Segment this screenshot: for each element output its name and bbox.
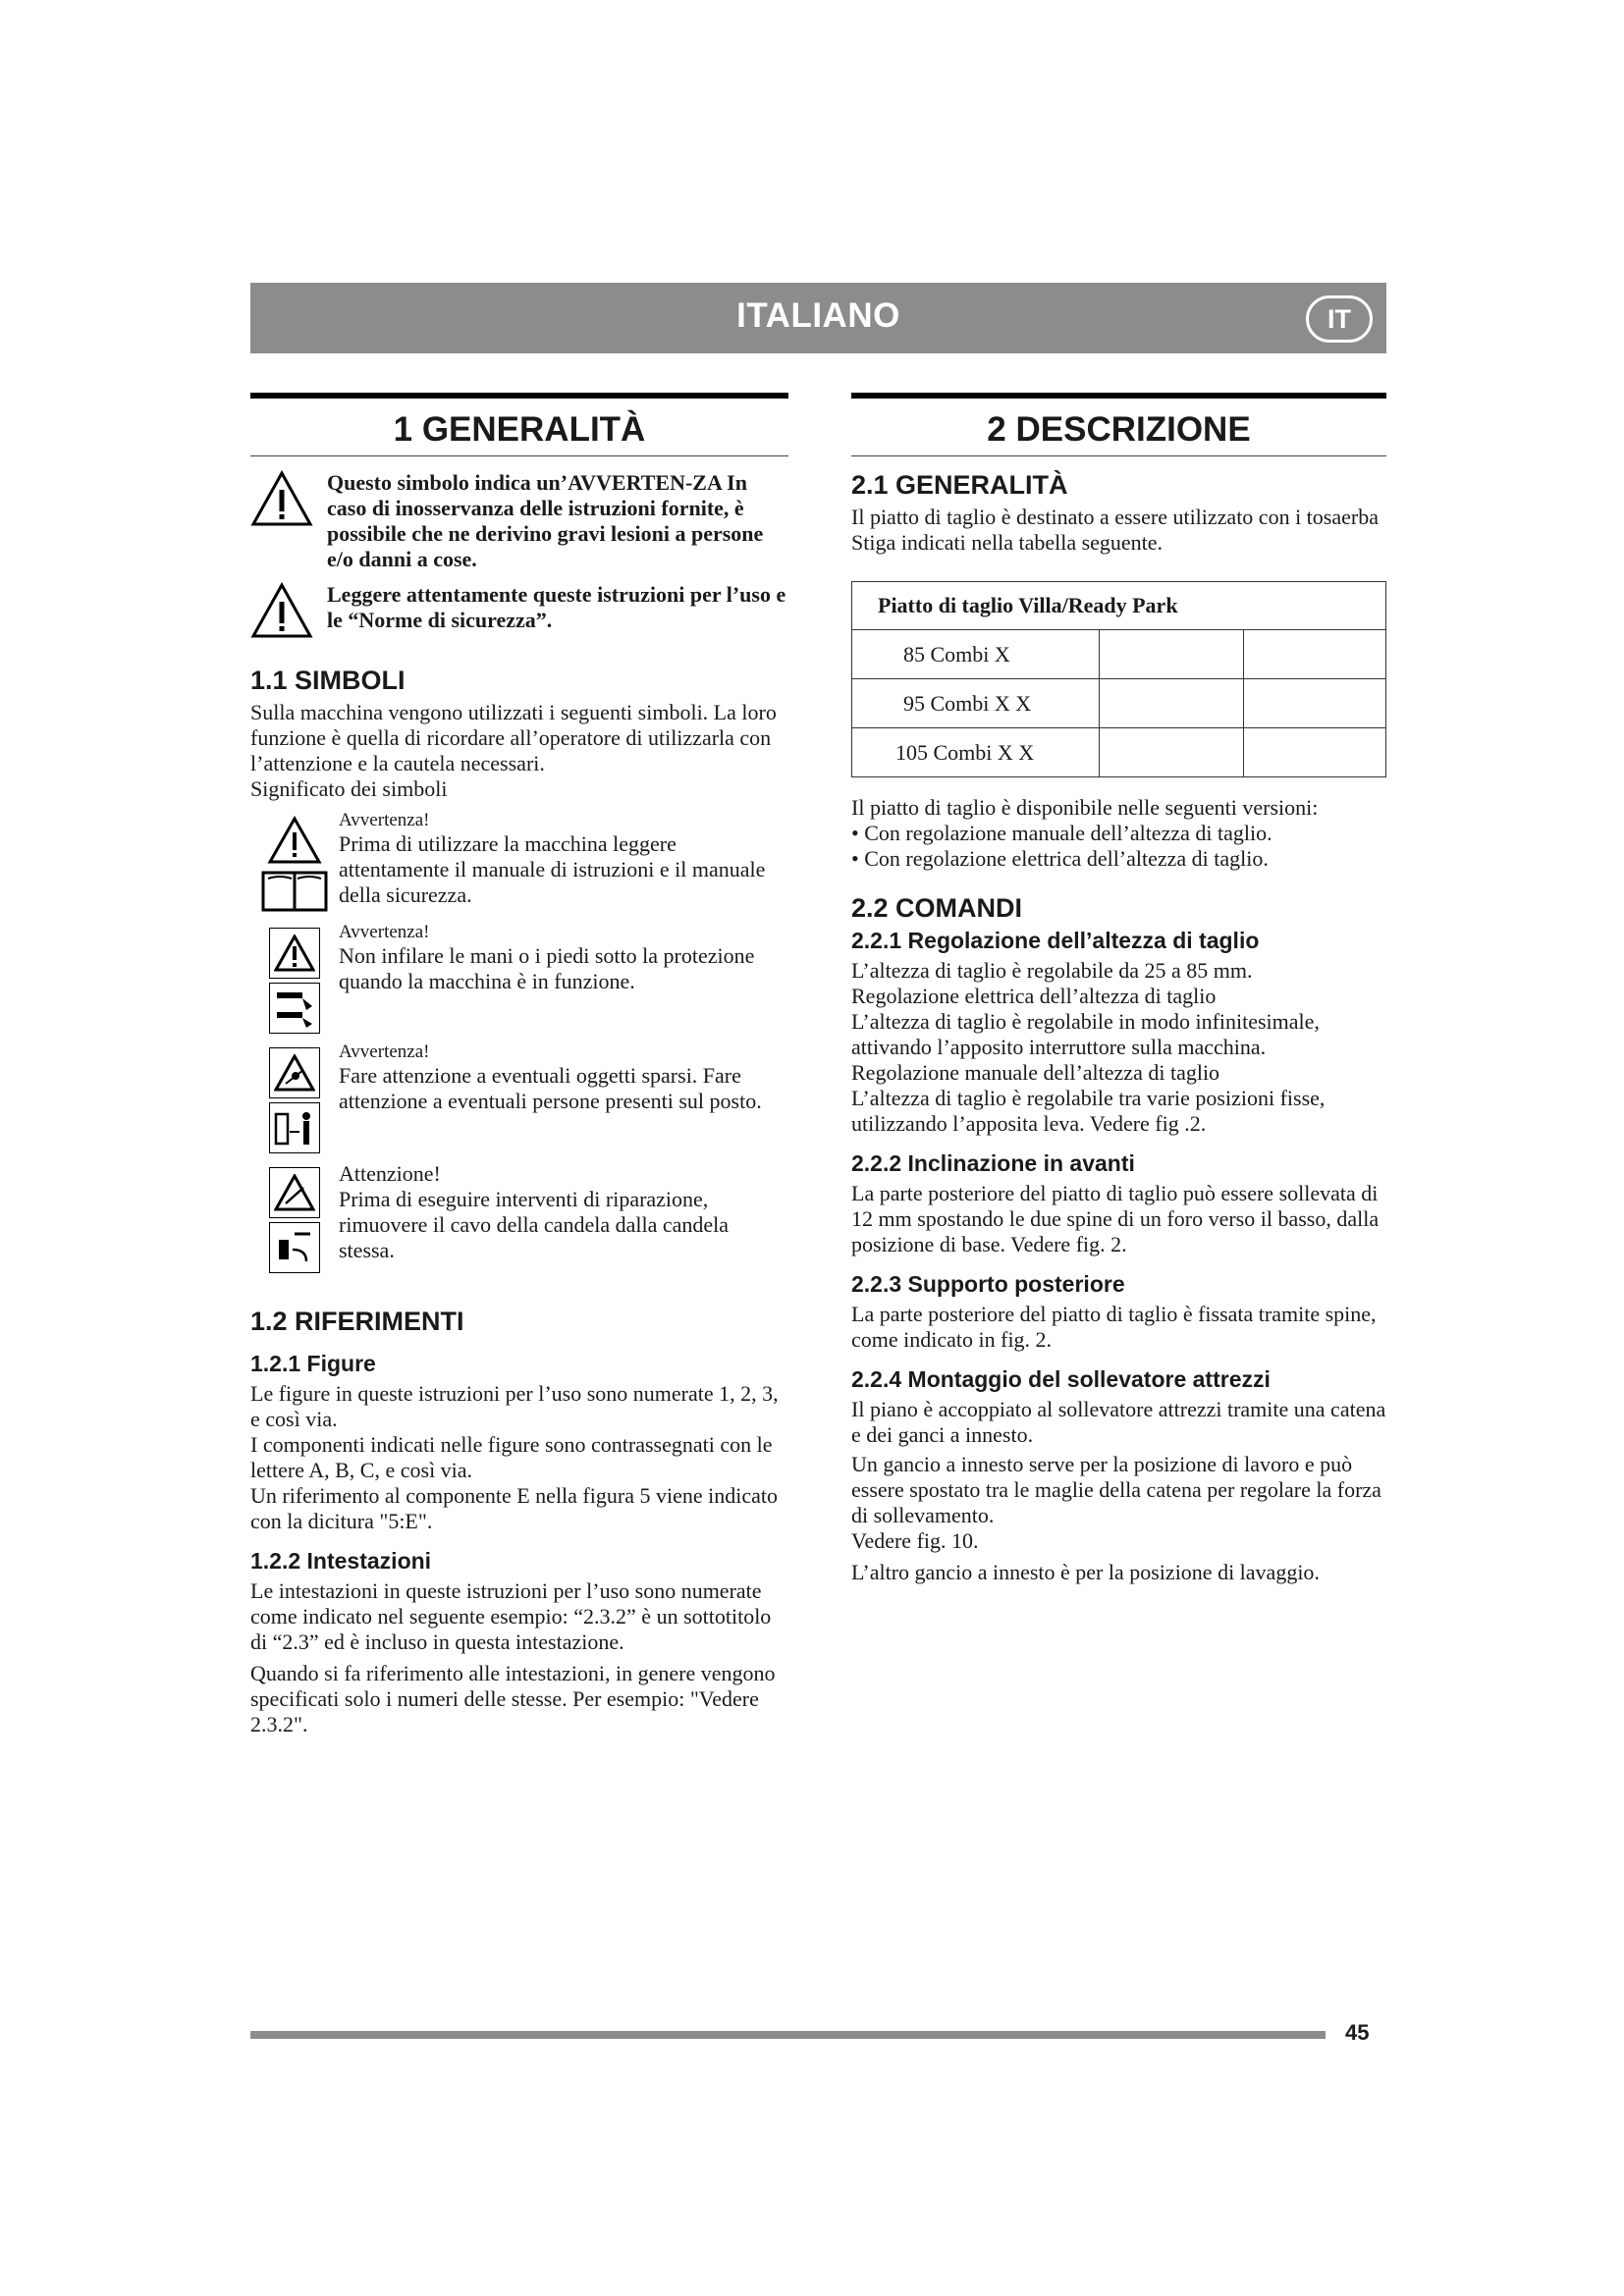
table-cell bbox=[1100, 630, 1244, 679]
section-1-2-2-paragraph-2: Quando si fa riferimento alle intestazioni, in genere vengono specificati solo i numeri delle stesse. Per esempio: "Vedere 2.3.2". bbox=[250, 1661, 776, 1736]
table-cell bbox=[1100, 679, 1244, 728]
section-1-2-title: 1.2 RIFERIMENTI bbox=[250, 1307, 464, 1336]
section-2-2-4-paragraph-2: Un gancio a innesto serve per la posizione di lavoro e può essere spostato tra le maglie della catena per regolare la forza di sollevamento. bbox=[851, 1452, 1381, 1527]
symbol-1-text: Prima di utilizzare la macchina leggere attentamente il manuale di istruzioni e il manuale della sicurezza. bbox=[339, 831, 766, 907]
section-2-2-1-paragraph-2: Regolazione elettrica dell’altezza di taglio bbox=[851, 984, 1217, 1008]
table-cell bbox=[1244, 728, 1386, 777]
section-2-2-1-paragraph-1: L’altezza di taglio è regolabile da 25 a 85 mm. bbox=[851, 958, 1253, 983]
language-banner bbox=[250, 283, 1386, 353]
section-1-1-paragraph: Sulla macchina vengono utilizzati i seguenti simboli. La loro funzione è quella di ricordare all’operatore di utilizzarla con l’attenzione e la cautela necessari. bbox=[250, 700, 777, 775]
table-cell: 105 Combi X X bbox=[852, 728, 1100, 777]
banner-title: ITALIANO bbox=[736, 296, 900, 335]
section-1-2-1-paragraph-1: Le figure in queste istruzioni per l’uso sono numerate 1, 2, 3, e così via. bbox=[250, 1381, 779, 1431]
section-2-2-4-title: 2.2.4 Montaggio del sollevatore attrezzi bbox=[851, 1366, 1271, 1392]
section-2-2-title: 2.2 COMANDI bbox=[851, 893, 1023, 923]
section-1-2-1-title: 1.2.1 Figure bbox=[250, 1351, 376, 1376]
compatibility-table bbox=[851, 581, 1386, 777]
section-2-2-4-paragraph-4: L’altro gancio a innesto è per la posizione di lavaggio. bbox=[851, 1560, 1320, 1584]
spark-plug-icon bbox=[269, 1222, 320, 1273]
person-distance-icon bbox=[269, 1102, 320, 1153]
symbol-3-heading: Avvertenza! bbox=[339, 1041, 430, 1062]
section-2-2-3-paragraph: La parte posteriore del piatto di taglio è fissata tramite spine, come indicato in fig. 2. bbox=[851, 1302, 1377, 1352]
warning-text-2: Leggere attentamente queste istruzioni per l’uso e le “Norme di sicurezza”. bbox=[327, 582, 786, 632]
bullet-electric: • Con regolazione elettrica dell’altezza di taglio. bbox=[851, 846, 1269, 871]
table-row bbox=[852, 679, 1386, 728]
chapter-2-title: 2 DESCRIZIONE bbox=[851, 393, 1386, 456]
table-cell bbox=[1100, 728, 1244, 777]
section-1-1-title: 1.1 SIMBOLI bbox=[250, 666, 406, 695]
warning-block-1 bbox=[250, 470, 788, 572]
symbol-3-text: Fare attenzione a eventuali oggetti sparsi. Fare attenzione a eventuali persone presenti sul posto. bbox=[339, 1063, 762, 1113]
warning-triangle-icon bbox=[269, 928, 320, 979]
warning-text-1: Questo simbolo indica un’AVVERTEN-ZA In caso di inosservanza delle istruzioni fornite, è possibile che ne derivino gravi lesioni a persone e/o danni a cose. bbox=[327, 470, 764, 571]
left-column bbox=[250, 393, 788, 1737]
section-2-2-1-paragraph-3: L’altezza di taglio è regolabile in modo infinitesimale, attivando l’apposito interruttore sulla macchina. bbox=[851, 1009, 1320, 1059]
symbols-meaning-label: Significato dei simboli bbox=[250, 776, 448, 801]
table-cell bbox=[1244, 679, 1386, 728]
symbol-2-heading: Avvertenza! bbox=[339, 922, 430, 942]
warning-triangle-icon bbox=[267, 816, 322, 865]
hand-blade-icon bbox=[269, 983, 320, 1034]
language-badge: IT bbox=[1306, 295, 1373, 343]
section-1-2-2-paragraph-1: Le intestazioni in queste istruzioni per l’uso sono numerate come indicato nel seguente esempio: “2.3.2” è un sottotitolo di “2.3” ed è incluso in questa intestazione. bbox=[250, 1578, 772, 1654]
symbol-4-heading: Attenzione! bbox=[339, 1161, 441, 1186]
section-1-2-1-paragraph-2: I componenti indicati nelle figure sono contrassegnati con le lettere A, B, C, e così via. bbox=[250, 1432, 773, 1482]
section-2-2-4-paragraph-1: Il piano è accoppiato al sollevatore attrezzi tramite una catena e dei ganci a innesto. bbox=[851, 1397, 1386, 1447]
section-1-2-2-title: 1.2.2 Intestazioni bbox=[250, 1548, 432, 1574]
page-number: 45 bbox=[1345, 2020, 1370, 2045]
flying-objects-icon bbox=[269, 1047, 320, 1098]
table-cell: 85 Combi X bbox=[852, 630, 1100, 679]
symbol-2-text: Non infilare le mani o i piedi sotto la protezione quando la macchina è in funzione. bbox=[339, 943, 755, 993]
table-cell bbox=[1244, 630, 1386, 679]
section-2-2-4-paragraph-3: Vedere fig. 10. bbox=[851, 1528, 979, 1553]
symbol-entry-4 bbox=[250, 1161, 788, 1273]
symbol-1-heading: Avvertenza! bbox=[339, 810, 430, 830]
section-2-2-1-paragraph-5: L’altezza di taglio è regolabile tra varie posizioni fisse, utilizzando l’apposita leva. Vedere fig .2. bbox=[851, 1086, 1326, 1136]
warning-triangle-icon bbox=[250, 470, 327, 532]
symbol-entry-1 bbox=[250, 810, 788, 914]
manual-book-icon bbox=[260, 869, 329, 914]
bullet-manual: • Con regolazione manuale dell’altezza di taglio. bbox=[851, 821, 1272, 845]
table-row bbox=[852, 630, 1386, 679]
footer-bar bbox=[250, 2031, 1326, 2039]
section-2-1-paragraph-2: Il piatto di taglio è disponibile nelle seguenti versioni: bbox=[851, 795, 1319, 820]
right-column bbox=[851, 393, 1386, 1585]
warning-block-2 bbox=[250, 582, 788, 644]
tool-warning-icon bbox=[269, 1167, 320, 1218]
section-2-2-3-title: 2.2.3 Supporto posteriore bbox=[851, 1271, 1125, 1297]
section-2-2-1-title: 2.2.1 Regolazione dell’altezza di taglio bbox=[851, 928, 1260, 953]
table-header: Piatto di taglio Villa/Ready Park bbox=[852, 582, 1386, 630]
section-2-2-1-paragraph-4: Regolazione manuale dell’altezza di taglio bbox=[851, 1060, 1220, 1085]
table-cell: 95 Combi X X bbox=[852, 679, 1100, 728]
section-2-2-2-title: 2.2.2 Inclinazione in avanti bbox=[851, 1150, 1135, 1176]
symbol-entry-3 bbox=[250, 1041, 788, 1153]
symbol-4-text: Prima di eseguire interventi di riparazione, rimuovere il cavo della candela dalla candela stessa. bbox=[339, 1187, 730, 1262]
section-2-1-paragraph-1: Il piatto di taglio è destinato a essere utilizzato con i tosaerba Stiga indicati nella tabella seguente. bbox=[851, 505, 1379, 555]
section-1-2-1-paragraph-3: Un riferimento al componente E nella figura 5 viene indicato con la dicitura "5:E". bbox=[250, 1483, 778, 1533]
warning-triangle-icon bbox=[250, 582, 327, 644]
symbol-entry-2 bbox=[250, 922, 788, 1034]
table-row bbox=[852, 728, 1386, 777]
section-2-2-2-paragraph: La parte posteriore del piatto di taglio può essere sollevata di 12 mm spostando le due spine di un foro verso il basso, dalla posizione di base. Vedere fig. 2. bbox=[851, 1181, 1380, 1256]
chapter-1-title: 1 GENERALITÀ bbox=[250, 393, 788, 456]
section-2-1-title: 2.1 GENERALITÀ bbox=[851, 470, 1068, 500]
